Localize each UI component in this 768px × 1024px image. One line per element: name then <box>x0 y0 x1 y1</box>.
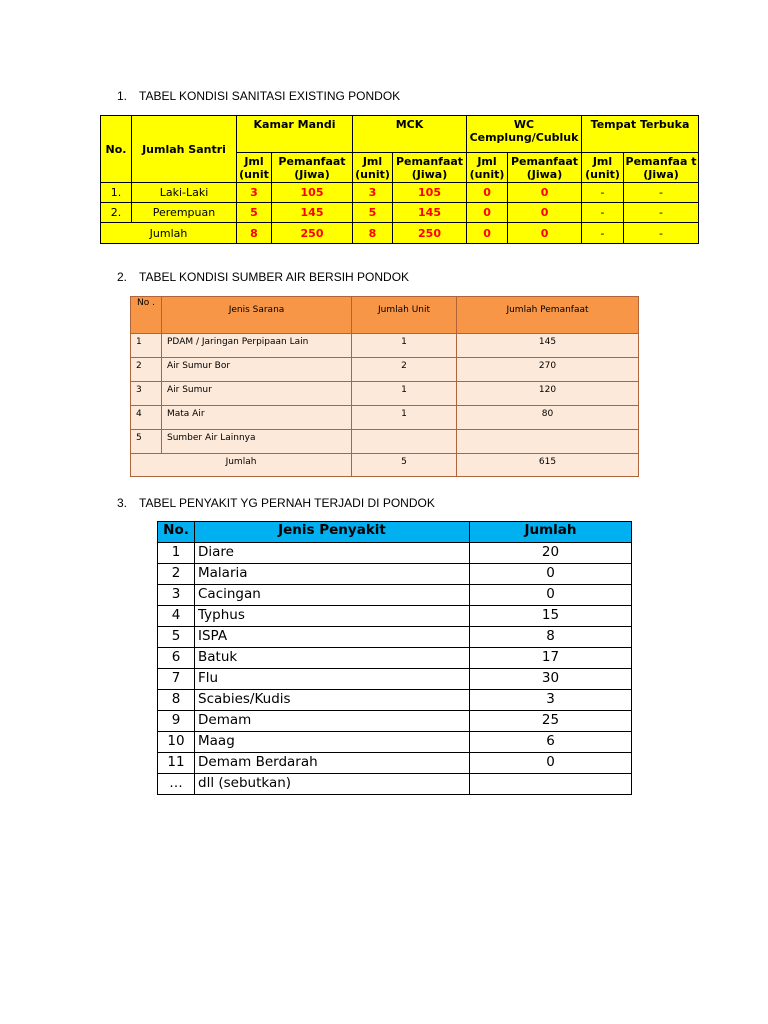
t2-cell-jenis: Sumber Air Lainnya <box>162 430 352 454</box>
t3-cell-no: 4 <box>158 606 195 627</box>
t3-cell-jenis: Malaria <box>195 564 470 585</box>
t3-cell-jumlah: 17 <box>470 648 632 669</box>
t1-total-value: 8 <box>353 223 393 244</box>
t3-cell-jenis: Maag <box>195 732 470 753</box>
t2-cell-pemanfaat: 270 <box>457 358 639 382</box>
t3-cell-no: 8 <box>158 690 195 711</box>
t3-header-no: No. <box>158 522 195 543</box>
table-total-row <box>101 223 699 244</box>
t1-subheader-jml-unit: Jml (unit <box>237 153 272 183</box>
section1-number: 1. <box>117 89 128 103</box>
t3-cell-jenis: dll (sebutkan) <box>195 774 470 795</box>
disease-table <box>157 521 632 795</box>
t1-header-tempat-terbuka: Tempat Terbuka <box>582 116 699 153</box>
t1-header-no: No. <box>101 116 132 183</box>
t1-cell-value: 145 <box>272 203 353 223</box>
t3-cell-jumlah: 0 <box>470 753 632 774</box>
table-row <box>101 203 699 223</box>
table-row <box>158 564 632 585</box>
t2-cell-jenis: Air Sumur Bor <box>162 358 352 382</box>
t2-cell-jenis: Air Sumur <box>162 382 352 406</box>
section1-title: TABEL KONDISI SANITASI EXISTING PONDOK <box>139 89 401 103</box>
section3-number: 3. <box>117 496 128 510</box>
section2-heading <box>117 270 409 284</box>
section2-number: 2. <box>117 270 128 284</box>
t3-cell-jumlah: 0 <box>470 585 632 606</box>
section1-heading <box>117 89 400 103</box>
t1-cell-no: 2. <box>101 203 132 223</box>
t3-cell-no: 11 <box>158 753 195 774</box>
t3-cell-jenis: Cacingan <box>195 585 470 606</box>
t3-cell-no: 7 <box>158 669 195 690</box>
table-row <box>131 382 639 406</box>
t3-cell-jenis: Diare <box>195 543 470 564</box>
t1-subheader-jml-unit: Jml (unit) <box>467 153 508 183</box>
t1-cell-value: 5 <box>353 203 393 223</box>
t2-header-unit: Jumlah Unit <box>352 297 457 334</box>
t2-cell-pemanfaat: 145 <box>457 334 639 358</box>
t1-subheader-jml-unit: Jml (unit) <box>582 153 624 183</box>
t3-cell-jumlah: 20 <box>470 543 632 564</box>
t1-cell-value: 3 <box>353 183 393 203</box>
t2-cell-no: 5 <box>131 430 162 454</box>
sanitation-table <box>100 115 699 244</box>
table-row <box>158 732 632 753</box>
section3-title: TABEL PENYAKIT YG PERNAH TERJADI DI PONDOK <box>139 496 435 510</box>
table-row <box>158 669 632 690</box>
t1-cell-label: Laki-Laki <box>132 183 237 203</box>
t3-cell-no: 3 <box>158 585 195 606</box>
table-row <box>158 606 632 627</box>
table-total-row <box>131 454 639 477</box>
t1-cell-value: 105 <box>393 183 467 203</box>
t2-cell-no: 3 <box>131 382 162 406</box>
table-row <box>158 648 632 669</box>
t3-cell-jenis: Flu <box>195 669 470 690</box>
t3-header-jenis: Jenis Penyakit <box>195 522 470 543</box>
t1-cell-value: 0 <box>467 183 508 203</box>
t2-cell-no: 1 <box>131 334 162 358</box>
t2-cell-unit: 2 <box>352 358 457 382</box>
t1-cell-label: Perempuan <box>132 203 237 223</box>
t1-subheader-pemanfaat: Pemanfaat (Jiwa) <box>272 153 353 183</box>
table-row <box>131 430 639 454</box>
t1-header-wc: WC Cemplung/Cubluk <box>467 116 582 153</box>
table-row <box>131 358 639 382</box>
t1-header-jumlah-santri: Jumlah Santri <box>132 116 237 183</box>
t2-total-pemanfaat: 615 <box>457 454 639 477</box>
t1-cell-no: 1. <box>101 183 132 203</box>
t3-cell-jenis: Scabies/Kudis <box>195 690 470 711</box>
t3-cell-jumlah: 8 <box>470 627 632 648</box>
t3-cell-jenis: Typhus <box>195 606 470 627</box>
t2-header-pemanfaat: Jumlah Pemanfaat <box>457 297 639 334</box>
table-row <box>131 406 639 430</box>
t1-cell-value: - <box>582 203 624 223</box>
table-row <box>158 774 632 795</box>
t3-cell-jenis: Batuk <box>195 648 470 669</box>
t1-cell-value: 0 <box>467 203 508 223</box>
table-row <box>158 711 632 732</box>
t1-cell-value: 5 <box>237 203 272 223</box>
t1-total-value: 0 <box>508 223 582 244</box>
t2-cell-jenis: Mata Air <box>162 406 352 430</box>
t1-total-value: 250 <box>272 223 353 244</box>
t3-cell-jumlah: 6 <box>470 732 632 753</box>
table-row <box>131 334 639 358</box>
t2-cell-no: 4 <box>131 406 162 430</box>
t3-cell-jumlah: 3 <box>470 690 632 711</box>
table-row <box>158 690 632 711</box>
t1-subheader-pemanfaat: Pemanfaat (Jiwa) <box>508 153 582 183</box>
t1-subheader-jml-unit: Jml (unit) <box>353 153 393 183</box>
table-row <box>158 627 632 648</box>
t1-subheader-pemanfaat: Pemanfaat (Jiwa) <box>393 153 467 183</box>
t3-cell-jenis: ISPA <box>195 627 470 648</box>
t2-total-unit: 5 <box>352 454 457 477</box>
t2-header-jenis: Jenis Sarana <box>162 297 352 334</box>
t3-cell-no: 10 <box>158 732 195 753</box>
t1-total-value: - <box>582 223 624 244</box>
t2-cell-pemanfaat <box>457 430 639 454</box>
table-row <box>158 753 632 774</box>
t1-header-kamar-mandi: Kamar Mandi <box>237 116 353 153</box>
section3-heading <box>117 496 435 510</box>
t2-total-label: Jumlah <box>131 454 352 477</box>
t3-cell-jenis: Demam <box>195 711 470 732</box>
t1-total-label: Jumlah <box>101 223 237 244</box>
t1-cell-value: - <box>582 183 624 203</box>
t1-subheader-pemanfaat: Pemanfaa t (Jiwa) <box>624 153 699 183</box>
t1-cell-value: 105 <box>272 183 353 203</box>
t2-cell-unit: 1 <box>352 334 457 358</box>
t3-cell-jumlah: 15 <box>470 606 632 627</box>
t2-cell-pemanfaat: 120 <box>457 382 639 406</box>
t1-cell-value: - <box>624 203 699 223</box>
t3-header-jumlah: Jumlah <box>470 522 632 543</box>
t3-cell-jumlah: 30 <box>470 669 632 690</box>
t1-cell-value: 145 <box>393 203 467 223</box>
t3-cell-no: … <box>158 774 195 795</box>
t1-cell-value: 0 <box>508 203 582 223</box>
table-row <box>101 183 699 203</box>
t3-cell-jenis: Demam Berdarah <box>195 753 470 774</box>
t1-total-value: - <box>624 223 699 244</box>
t3-cell-no: 1 <box>158 543 195 564</box>
t3-cell-jumlah: 0 <box>470 564 632 585</box>
table-row <box>158 543 632 564</box>
t1-cell-value: 0 <box>508 183 582 203</box>
t1-total-value: 8 <box>237 223 272 244</box>
t3-cell-no: 2 <box>158 564 195 585</box>
t2-cell-no: 2 <box>131 358 162 382</box>
t2-header-no: No . <box>131 297 162 334</box>
t2-cell-unit <box>352 430 457 454</box>
t1-cell-value: 3 <box>237 183 272 203</box>
t2-cell-jenis: PDAM / Jaringan Perpipaan Lain <box>162 334 352 358</box>
t1-cell-value: - <box>624 183 699 203</box>
t2-cell-unit: 1 <box>352 382 457 406</box>
t3-cell-jumlah: 25 <box>470 711 632 732</box>
t3-cell-no: 5 <box>158 627 195 648</box>
t2-cell-pemanfaat: 80 <box>457 406 639 430</box>
table-row <box>158 585 632 606</box>
water-source-table <box>130 296 639 477</box>
section2-title: TABEL KONDISI SUMBER AIR BERSIH PONDOK <box>139 270 410 284</box>
t1-total-value: 0 <box>467 223 508 244</box>
t1-total-value: 250 <box>393 223 467 244</box>
t2-cell-unit: 1 <box>352 406 457 430</box>
t3-cell-no: 9 <box>158 711 195 732</box>
t3-cell-jumlah <box>470 774 632 795</box>
t3-cell-no: 6 <box>158 648 195 669</box>
t1-header-mck: MCK <box>353 116 467 153</box>
